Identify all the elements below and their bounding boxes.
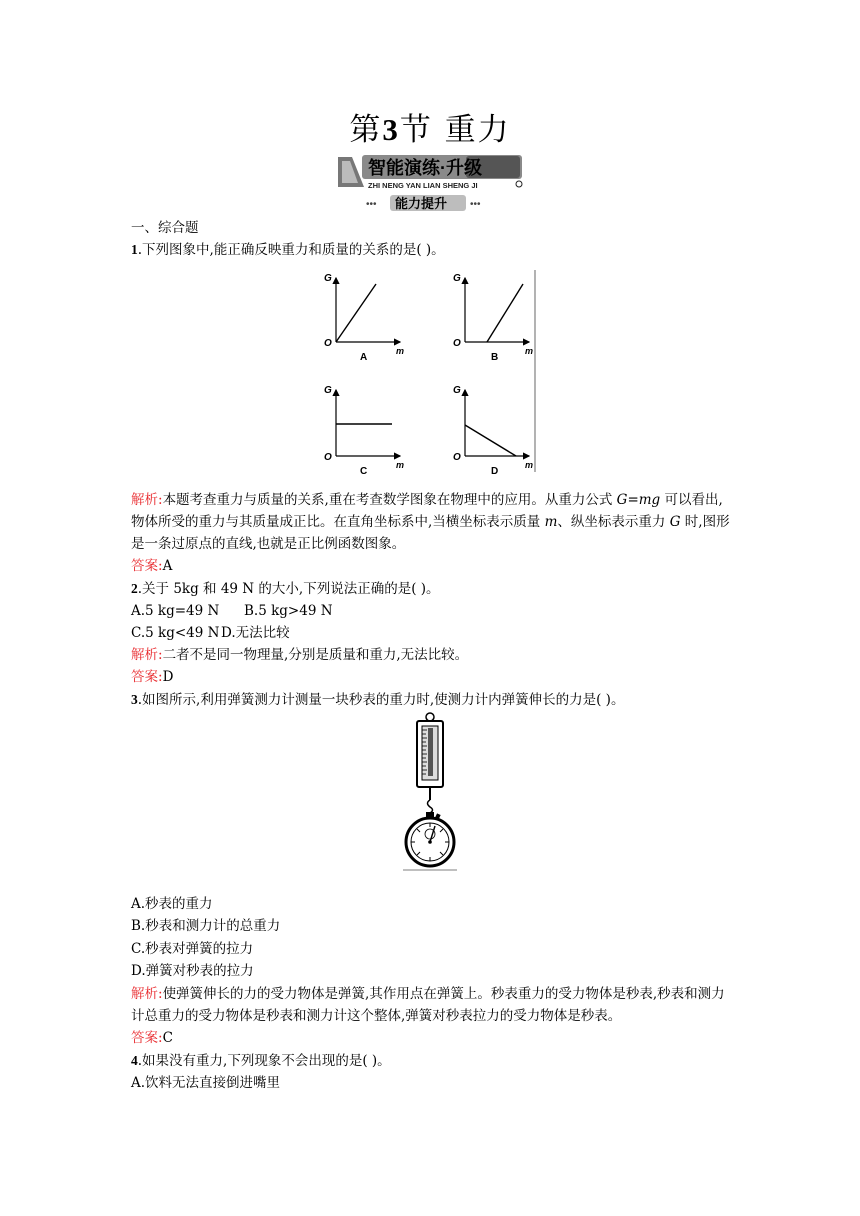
svg-text:•••: •••: [470, 199, 481, 210]
q1-graphs-figure: [316, 266, 541, 482]
banner-sub-text: 能力提升: [395, 196, 448, 211]
q1-answer: 答案:A: [131, 558, 173, 574]
svg-text:m: m: [396, 346, 405, 356]
svg-text:m: m: [396, 460, 405, 470]
q2-option-d: D.无法比较: [221, 625, 290, 641]
svg-text:G: G: [453, 273, 461, 284]
banner-sub: [364, 193, 494, 213]
question-3: 3.如图所示,利用弹簧测力计测量一块秒表的重力时,使测力计内弹簧伸长的力是( )。: [131, 692, 625, 708]
svg-text:m: m: [525, 346, 534, 356]
page-title: 第3节 重力: [349, 112, 511, 148]
graph-label-b: B: [491, 352, 499, 363]
graph-b: [453, 273, 533, 363]
q3-answer: 答案:C: [131, 1030, 173, 1046]
q2-option-b: B.5 kg>49 N: [244, 603, 333, 619]
question-2: 2.关于 5kg 和 49 N 的大小,下列说法正确的是( )。: [131, 581, 440, 597]
graph-label-c: C: [360, 466, 368, 477]
question-1: 1.下列图象中,能正确反映重力和质量的关系的是( )。: [131, 242, 445, 258]
spring-scale-stopwatch-figure: [395, 712, 465, 876]
question-4: 4.如果没有重力,下列现象不会出现的是( )。: [131, 1053, 391, 1069]
svg-text:G: G: [453, 385, 461, 396]
banner-logo: [338, 153, 524, 191]
svg-text:O: O: [324, 452, 332, 463]
q1-analysis-line-2: 物体所受的重力与其质量成正比。在直角坐标系中,当横坐标表示质量 m、纵坐标表示重力 G 时,图形: [131, 514, 730, 530]
svg-text:O: O: [453, 452, 461, 463]
banner-pinyin: ZHI NENG YAN LIAN SHENG JI: [368, 181, 478, 190]
q3-option-a: A.秒表的重力: [131, 896, 213, 912]
q1-analysis-line-3: 是一条过原点的直线,也就是正比例函数图象。: [131, 536, 406, 552]
svg-text:O: O: [324, 338, 332, 349]
q2-answer: 答案:D: [131, 669, 174, 685]
graph-c: [324, 385, 404, 477]
q2-analysis: 解析:二者不是同一物理量,分别是质量和重力,无法比较。: [131, 647, 469, 663]
graph-a: [324, 273, 404, 363]
svg-text:O: O: [453, 338, 461, 349]
svg-text:G: G: [324, 385, 332, 396]
q2-option-c: C.5 kg<49 N: [131, 625, 220, 641]
svg-text:•••: •••: [366, 199, 377, 210]
q3-analysis-line-1: 解析:使弹簧伸长的力的受力物体是弹簧,其作用点在弹簧上。秒表重力的受力物体是秒表,秒表和测力: [131, 986, 725, 1002]
graph-label-d: D: [491, 466, 499, 477]
q3-option-c: C.秒表对弹簧的拉力: [131, 941, 254, 957]
graph-d: [453, 385, 533, 477]
q1-analysis-line-1: 解析:本题考查重力与质量的关系,重在考查数学图象在物理中的应用。从重力公式 G=mg 可以看出,: [131, 492, 723, 508]
q2-option-a: A.5 kg=49 N: [131, 603, 220, 619]
q4-option-a: A.饮料无法直接倒进嘴里: [131, 1075, 281, 1091]
section-heading: 一、综合题: [131, 220, 199, 236]
q3-option-b: B.秒表和测力计的总重力: [131, 918, 281, 934]
svg-text:m: m: [525, 460, 534, 470]
graph-label-a: A: [360, 352, 368, 363]
banner-main-text: 智能演练·升级: [368, 158, 482, 178]
q3-option-d: D.弹簧对秒表的拉力: [131, 963, 254, 979]
svg-text:G: G: [324, 273, 332, 284]
q3-analysis-line-2: 计总重力的受力物体是秒表和测力计这个整体,弹簧对秒表拉力的受力物体是秒表。: [131, 1008, 622, 1024]
